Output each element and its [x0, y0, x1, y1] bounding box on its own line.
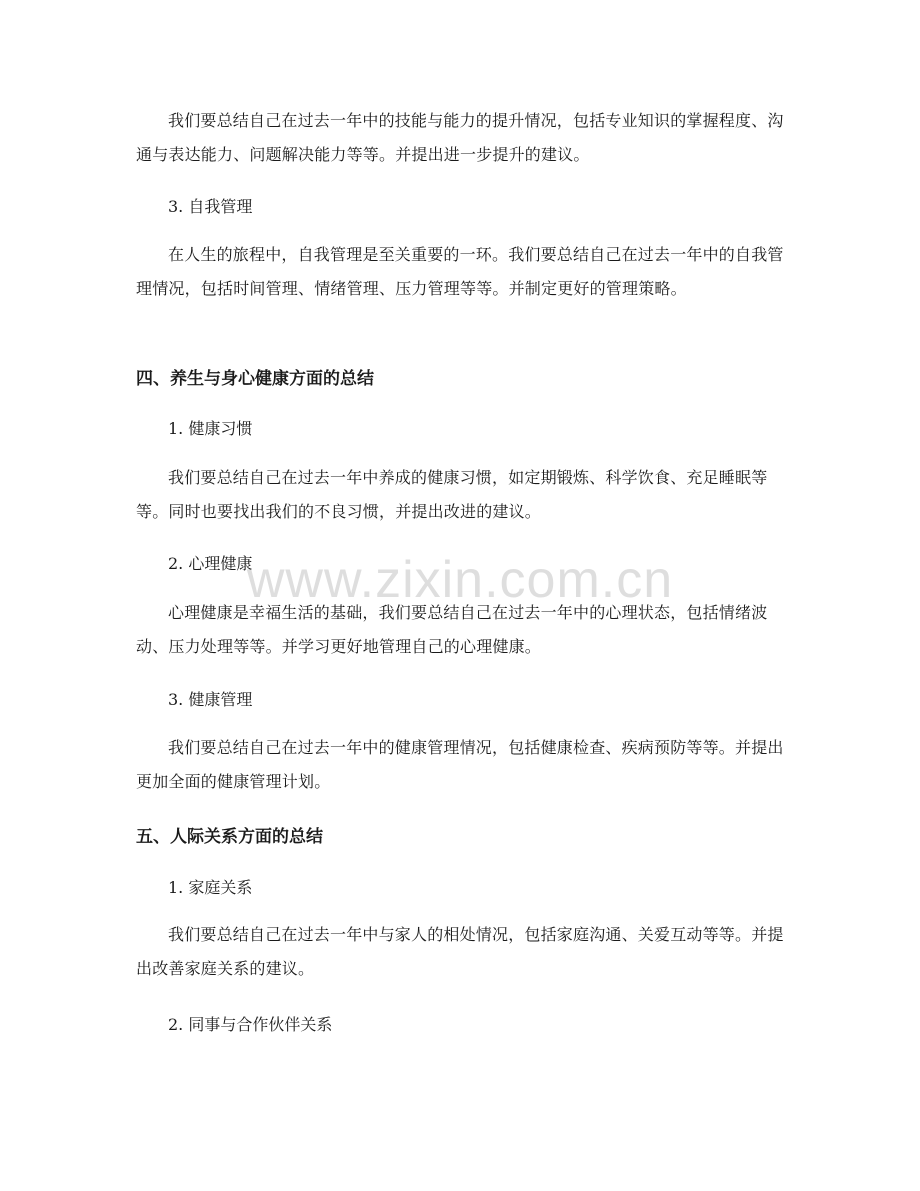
paragraph-mental-health: 心理健康是幸福生活的基础，我们要总结自己在过去一年中的心理状态，包括情绪波动、压力处理等等。并学习更好地管理自己的心理健康。	[136, 603, 768, 656]
paragraph-health-habits: 我们要总结自己在过去一年中养成的健康习惯，如定期锻炼、科学饮食、充足睡眠等等。同时也要找出我们的不良习惯，并提出改进的建议。	[136, 468, 768, 521]
paragraph-family-relations: 我们要总结自己在过去一年中与家人的相处情况，包括家庭沟通、关爱互动等等。并提出改善家庭关系的建议。	[136, 925, 784, 978]
paragraph-skills-summary: 我们要总结自己在过去一年中的技能与能力的提升情况，包括专业知识的掌握程度、沟通与表达能力、问题解决能力等等。并提出进一步提升的建议。	[136, 111, 784, 164]
paragraph-health-management: 我们要总结自己在过去一年中的健康管理情况，包括健康检查、疾病预防等等。并提出更加全面的健康管理计划。	[136, 738, 784, 791]
watermark: www.zixin.com.cn	[246, 551, 674, 609]
section-heading-relationships: 五、人际关系方面的总结	[136, 827, 323, 847]
subheading-health-habits: 1. 健康习惯	[168, 419, 253, 438]
subheading-self-management: 3. 自我管理	[168, 197, 253, 216]
paragraph-self-management: 在人生的旅程中，自我管理是至关重要的一环。我们要总结自己在过去一年中的自我管理情况，包括时间管理、情绪管理、压力管理等等。并制定更好的管理策略。	[136, 245, 784, 298]
subheading-family-relations: 1. 家庭关系	[168, 878, 253, 897]
subheading-mental-health: 2. 心理健康	[168, 554, 253, 573]
section-heading-health: 四、养生与身心健康方面的总结	[136, 369, 374, 389]
subheading-health-management: 3. 健康管理	[168, 690, 253, 709]
subheading-colleague-relations: 2. 同事与合作伙伴关系	[168, 1015, 333, 1034]
